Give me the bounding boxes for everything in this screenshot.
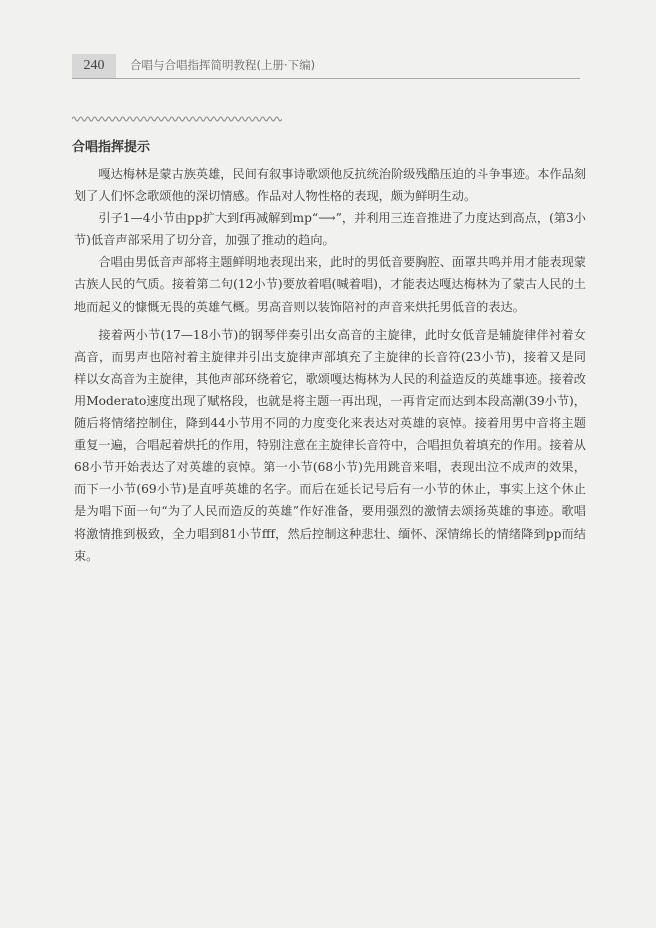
paragraph-intro: 嘎达梅林是蒙古族英雄，民间有叙事诗歌颂他反抗统治阶级残酷压迫的斗争事迹。本作品刻划了人们怀念歌颂他的深切情感。作品对人物性格的表现，颇为鲜明生动。 [74, 167, 586, 204]
wave-divider [72, 114, 282, 124]
page-number: 240 [72, 54, 116, 78]
body-text [74, 163, 586, 567]
running-title: 合唱与合唱指挥简明教程(上册·下编) [130, 58, 316, 72]
section-title: 合唱指挥提示 [72, 140, 151, 155]
paragraph-development: 接着两小节(17—18小节)的钢琴伴奏引出女高音的主旋律，此时女低音是辅旋律伴衬着女高音，而男声也陪衬着主旋律并引出支旋律声部填充了主旋律的长音符(23小节)，接着又是同样以女高音为主旋律，其他声部环绕着它，歌颂嘎达梅林为人民的利益造反的英雄事迹。接着改用Moderato速度出现了赋格段，也就是将主题一再出现，一再肯定而达到本段高潮(39小节)，随后将情绪控制住，降到44小节用不同的力度变化来表达对英雄的哀悼。接着用男中音将主题重复一遍，合唱起着烘托的作用，特别注意在主旋律长音符中，合唱担负着填充的作用。接着从68小节开始表达了对英雄的哀悼。第一小节(68小节)先用跳音来唱，表现出泣不成声的效果，而下一小节(69小节)是直呼英雄的名字。而后在延长记号后有一小节的休止，事实上这个休止是为唱下面一句“为了人民而造反的英雄”作好准备，要用强烈的激情去颂扬英雄的事迹。歌唱将激情推到极致，全力唱到81小节fff，然后控制这种悲壮、缅怀、深情绵长的情绪降到pp而结束。 [74, 327, 586, 563]
page-header [72, 54, 580, 79]
paragraph-introduction-bars: 引子1—4小节由pp扩大到f再减解到mp“⟶”，并利用三连音推进了力度达到高点，(第3小节)低音声部采用了切分音，加强了推动的趋向。 [74, 211, 586, 248]
paragraph-bass-theme: 合唱由男低音声部将主题鲜明地表现出来，此时的男低音要胸腔、面罩共鸣并用才能表现蒙古族人民的气质。接着第二句(12小节)要放着唱(喊着唱)，才能表达嘎达梅林为了蒙古人民的土地而起义的慷慨无畏的英雄气概。男高音则以装饰陪衬的声音来烘托男低音的表达。 [74, 255, 586, 314]
